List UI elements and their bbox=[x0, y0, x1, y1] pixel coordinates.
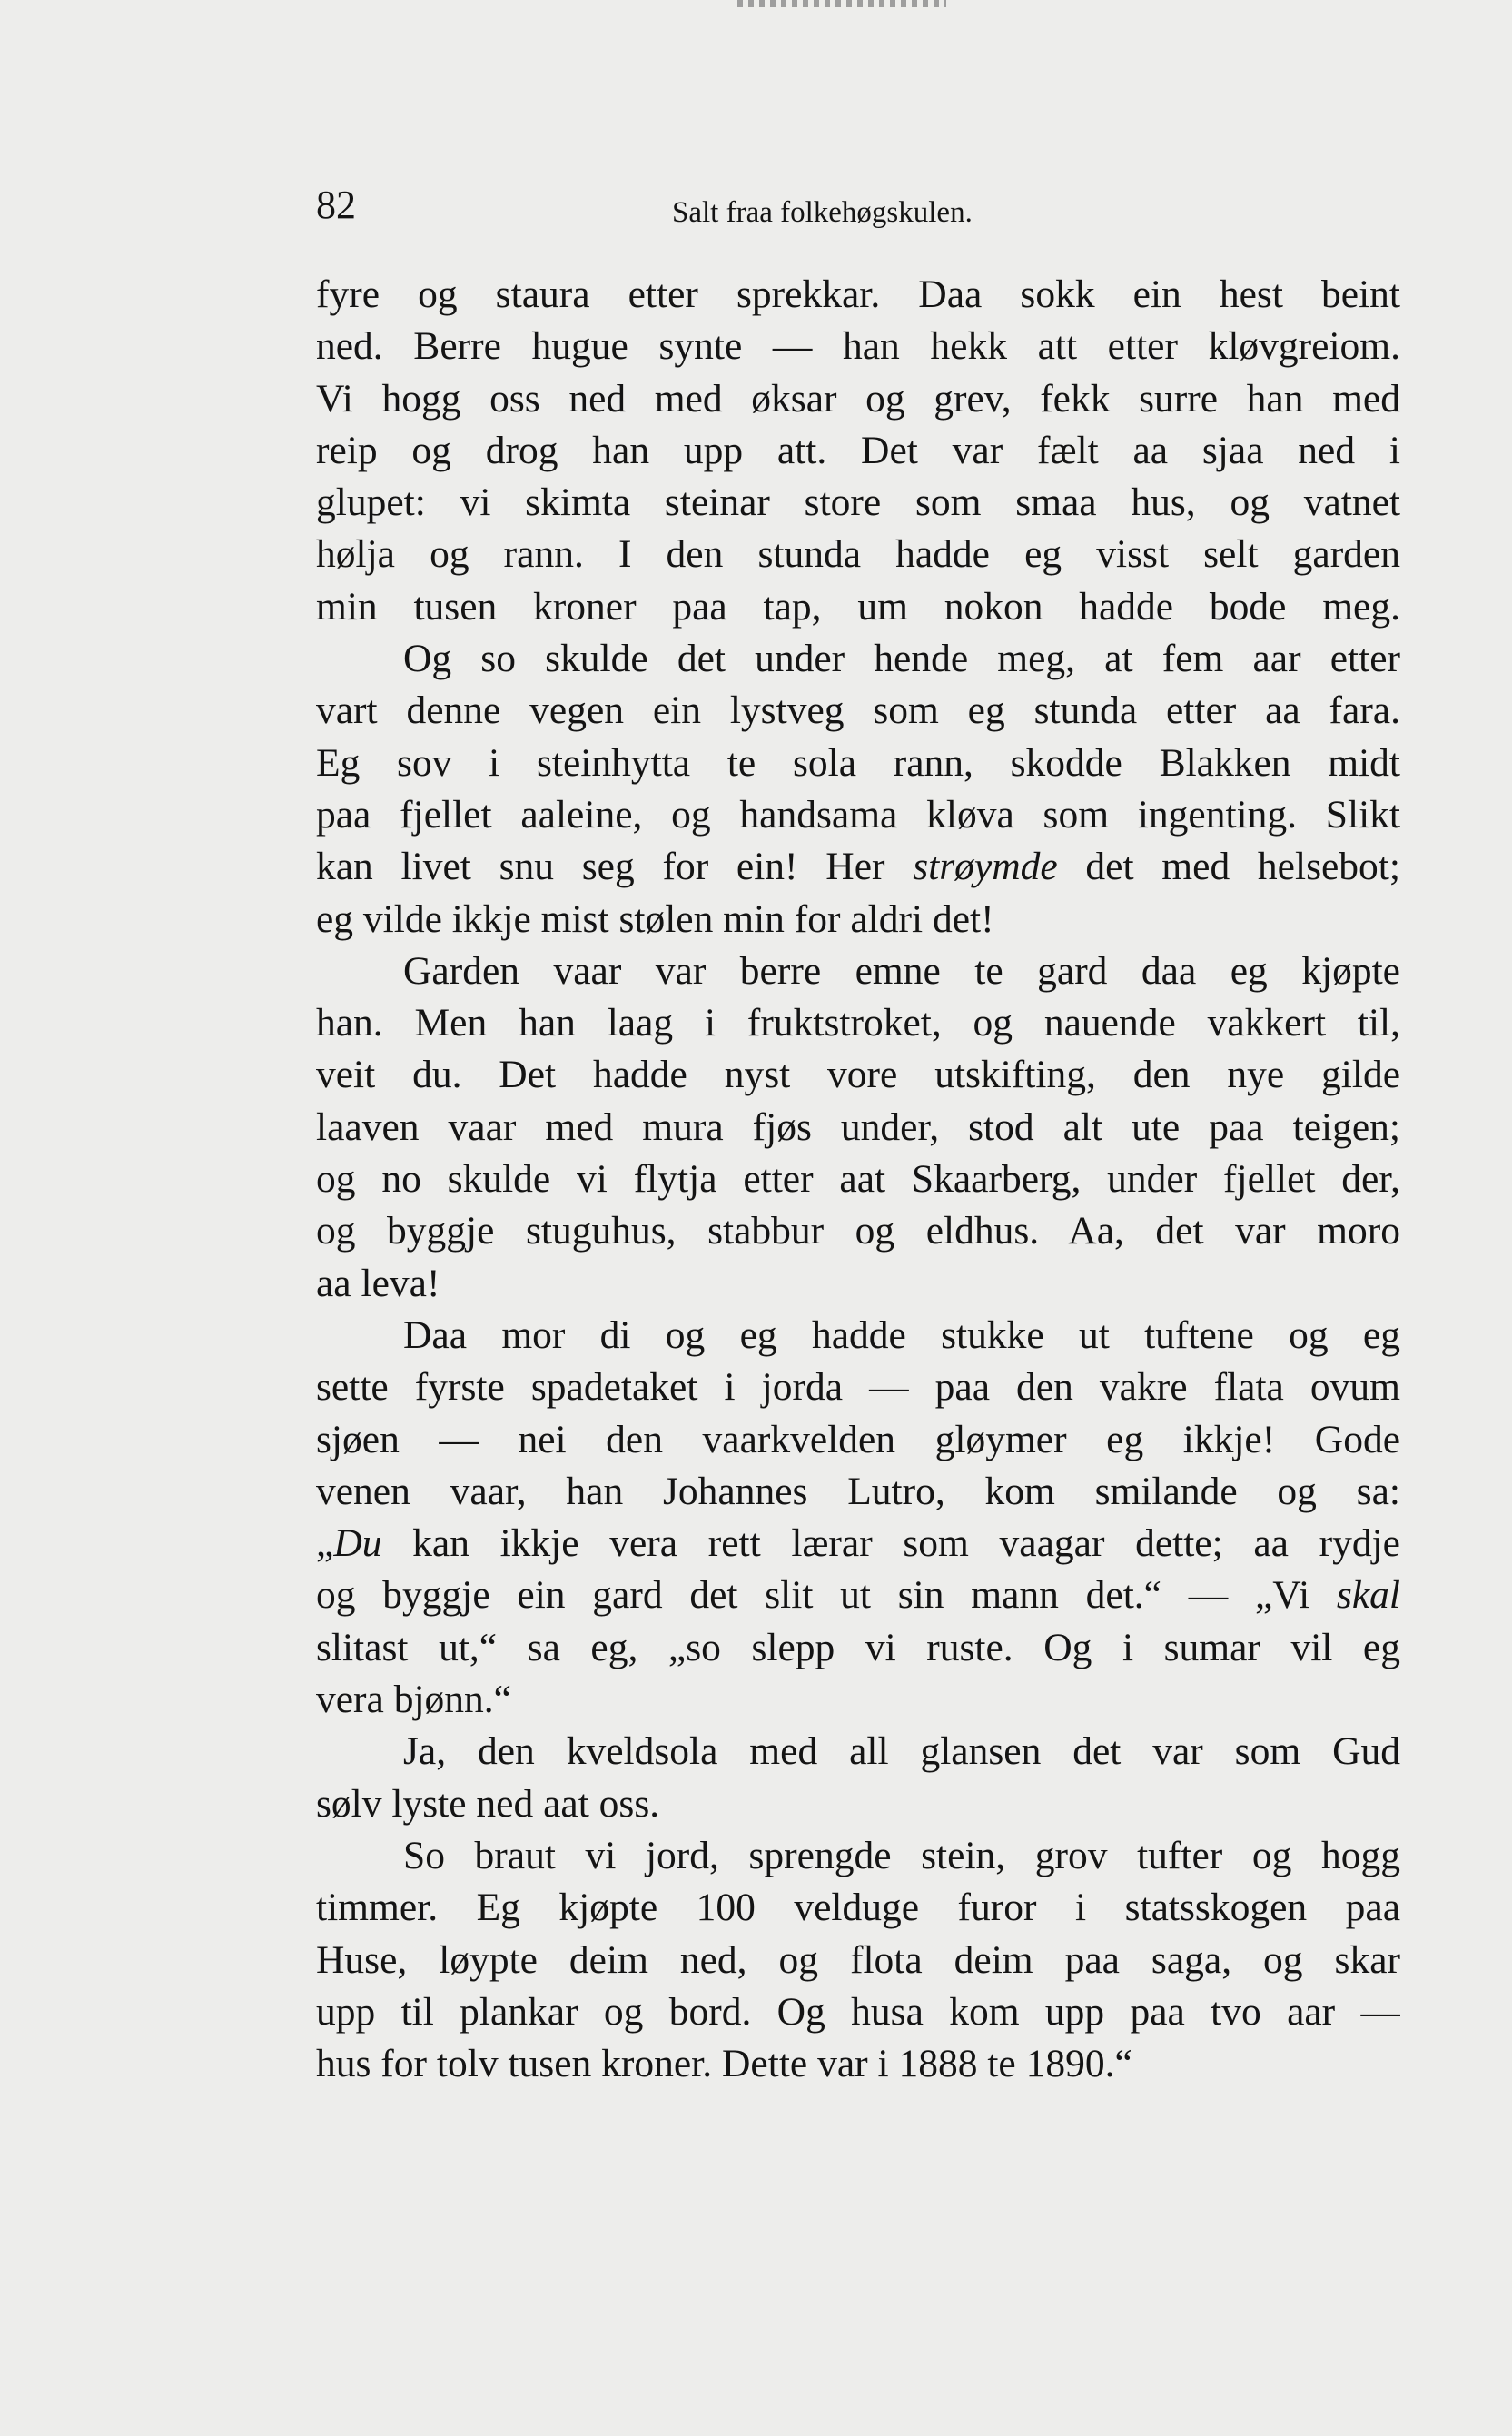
text-line-content: ned. Berre hugue synte — han hekk att etter kløvgreiom. bbox=[316, 324, 1400, 369]
text-line bbox=[316, 685, 1400, 737]
text-line-content: og no skulde vi flytja etter aat Skaarberg, under fjellet der, bbox=[316, 1157, 1400, 1202]
text-line bbox=[316, 1674, 1400, 1726]
text-line bbox=[316, 1258, 1400, 1310]
text-line-content: laaven vaar med mura fjøs under, stod alt ute paa teigen; bbox=[316, 1104, 1400, 1149]
text-line bbox=[316, 1310, 1400, 1362]
text-line-content: Eg sov i steinhytta te sola rann, skodde Blakken midt bbox=[316, 740, 1400, 785]
italic-word: skal bbox=[1336, 1573, 1400, 1618]
text-line-content: hølja og rann. I den stunda hadde eg visst selt garden bbox=[316, 532, 1400, 577]
text-line bbox=[316, 1830, 1400, 1882]
scan-artifact-mark bbox=[737, 0, 946, 7]
text-line bbox=[316, 946, 1400, 997]
text-line-content: timmer. Eg kjøpte 100 velduge furor i statsskogen paa bbox=[316, 1886, 1400, 1930]
text-line-content: veit du. Det hadde nyst vore utskifting, den nye gilde bbox=[316, 1053, 1400, 1097]
text-line bbox=[316, 789, 1400, 841]
text-line-content: Og so skulde det under hende meg, at fem aar etter bbox=[403, 637, 1400, 681]
text-line-content: Ja, den kveldsola med all glansen det var som Gud bbox=[403, 1729, 1400, 1774]
text-line bbox=[316, 1986, 1400, 2038]
running-title: Salt fraa folkehøgskulen. bbox=[672, 196, 973, 229]
text-line-content: Garden vaar var berre emne te gard daa eg kjøpte bbox=[403, 948, 1400, 993]
text-line-content: paa fjellet aaleine, og handsama kløva som ingenting. Slikt bbox=[316, 792, 1400, 837]
text-line-content: aa leva! bbox=[316, 1261, 440, 1305]
text-line-content: So braut vi jord, sprengde stein, grov tufter og hogg bbox=[403, 1833, 1400, 1877]
text-line-content: glupet: vi skimta steinar store som smaa hus, og vatnet bbox=[316, 480, 1400, 525]
text-line-content: venen vaar, han Johannes Lutro, kom smilande og sa: bbox=[316, 1469, 1400, 1513]
text-line-content: hus for tolv tusen kroner. Dette var i 1888 te 1890.“ bbox=[316, 2042, 1132, 2086]
text-line-content: det med helsebot; bbox=[1057, 845, 1400, 889]
text-line-content: sette fyrste spadetaket i jorda — paa den vakre flata ovum bbox=[316, 1365, 1400, 1410]
text-line bbox=[316, 1518, 1400, 1570]
text-line bbox=[316, 1778, 1400, 1830]
italic-word: strøymde bbox=[913, 845, 1058, 889]
text-line bbox=[316, 1102, 1400, 1154]
text-line-content: Vi hogg oss ned med øksar og grev, fekk surre han med bbox=[316, 376, 1400, 421]
text-line bbox=[316, 841, 1400, 893]
body-text bbox=[316, 269, 1400, 2090]
text-line bbox=[316, 1882, 1400, 1934]
text-line bbox=[316, 373, 1400, 425]
text-line-content: „ bbox=[316, 1521, 334, 1566]
text-line-content: slitast ut,“ sa eg, „so slepp vi ruste. Og i sumar vil eg bbox=[316, 1625, 1400, 1669]
text-line-content: kan ikkje vera rett lærar som vaagar dette; aa rydje bbox=[381, 1521, 1400, 1566]
text-line-content: min tusen kroner paa tap, um nokon hadde bode meg. bbox=[316, 584, 1400, 629]
text-line bbox=[316, 1935, 1400, 1986]
text-line-content: upp til plankar og bord. Og husa kom upp paa tvo aar — bbox=[316, 1989, 1400, 2034]
text-line bbox=[316, 1154, 1400, 1205]
text-line bbox=[316, 1726, 1400, 1777]
text-line bbox=[316, 1205, 1400, 1257]
text-line bbox=[316, 997, 1400, 1049]
page-header bbox=[316, 178, 1406, 233]
text-line bbox=[316, 2038, 1400, 2090]
text-line-content: vera bjønn.“ bbox=[316, 1678, 511, 1722]
text-line-content: Huse, løypte deim ned, og flota deim paa saga, og skar bbox=[316, 1937, 1400, 1982]
italic-word: Du bbox=[333, 1521, 382, 1566]
text-line bbox=[316, 1570, 1400, 1621]
text-line bbox=[316, 321, 1400, 372]
text-line-content: og byggje ein gard det slit ut sin mann det.“ — „Vi bbox=[316, 1573, 1337, 1618]
text-line-content: eg vilde ikkje mist stølen min for aldri det! bbox=[316, 896, 994, 941]
text-line bbox=[316, 425, 1400, 477]
text-line bbox=[316, 1466, 1400, 1518]
page-number: 82 bbox=[316, 183, 356, 227]
text-line-content: Daa mor di og eg hadde stukke ut tuftene og eg bbox=[403, 1312, 1400, 1357]
text-line bbox=[316, 1622, 1400, 1674]
text-line-content: og byggje stuguhus, stabbur og eldhus. Aa, det var moro bbox=[316, 1209, 1400, 1253]
text-line bbox=[316, 1362, 1400, 1413]
text-line bbox=[316, 738, 1400, 789]
text-line-content: sølv lyste ned aat oss. bbox=[316, 1781, 660, 1826]
text-line-content: sjøen — nei den vaarkvelden gløymer eg ikkje! Gode bbox=[316, 1417, 1400, 1461]
text-line bbox=[316, 633, 1400, 685]
text-line bbox=[316, 581, 1400, 633]
text-line-content: vart denne vegen ein lystveg som eg stunda etter aa fara. bbox=[316, 688, 1400, 733]
text-line bbox=[316, 477, 1400, 529]
text-line bbox=[316, 1414, 1400, 1466]
text-line-content: han. Men han laag i fruktstroket, og nauende vakkert til, bbox=[316, 1001, 1400, 1045]
text-line-content: reip og drog han upp att. Det var fælt aa sjaa ned i bbox=[316, 428, 1400, 472]
text-line-content: fyre og staura etter sprekkar. Daa sokk ein hest beint bbox=[316, 272, 1400, 316]
text-line bbox=[316, 894, 1400, 946]
text-line bbox=[316, 1049, 1400, 1101]
text-line bbox=[316, 269, 1400, 321]
text-line bbox=[316, 529, 1400, 580]
text-line-content: kan livet snu seg for ein! Her bbox=[316, 845, 914, 889]
